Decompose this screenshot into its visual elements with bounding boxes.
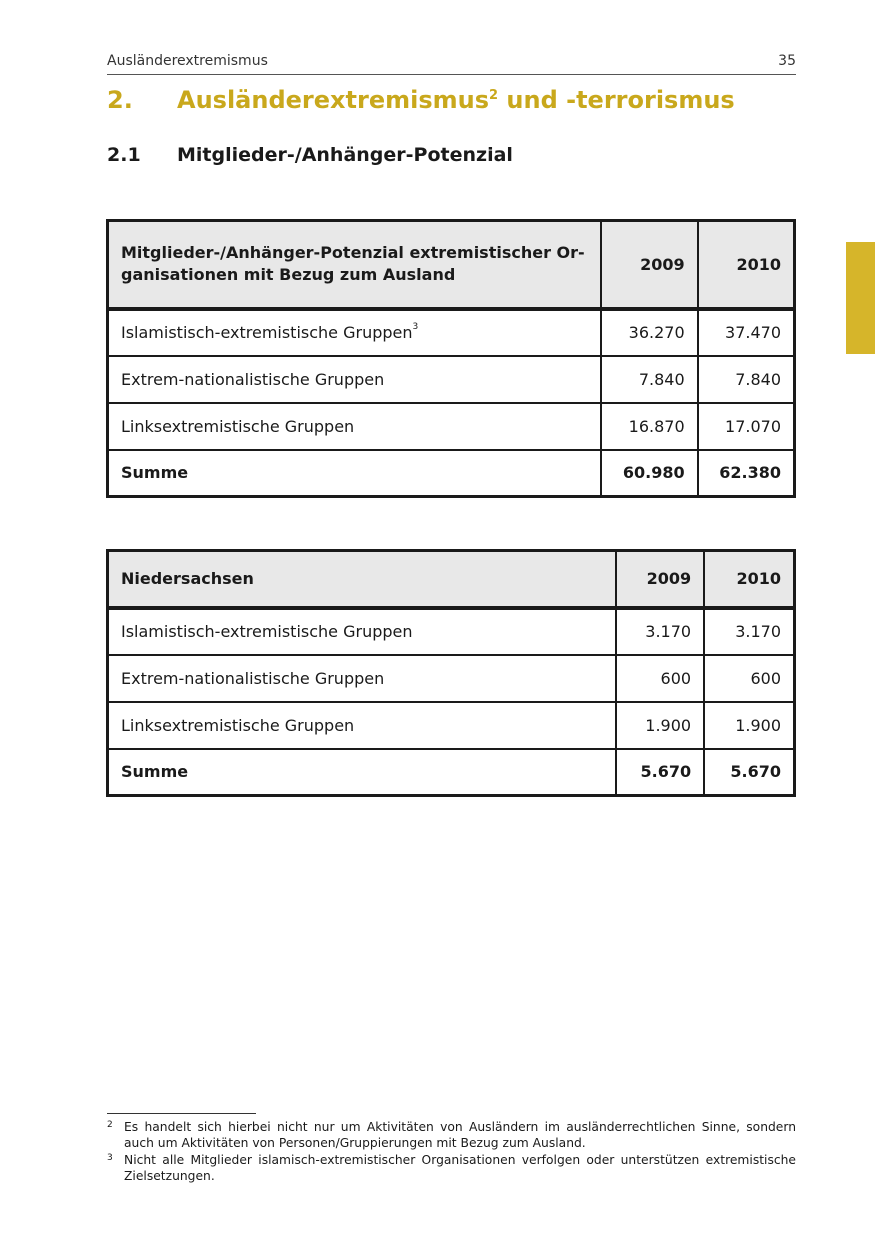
- year-header: 2010: [704, 551, 794, 608]
- row-label: Extrem-nationalistische Gruppen: [108, 655, 616, 702]
- footnote-mark: 2: [107, 1120, 113, 1130]
- row-label: Linksextremistische Gruppen: [108, 702, 616, 749]
- table-row: [108, 309, 795, 356]
- value-2009: 1.900: [616, 702, 704, 749]
- footnote-ref-3: 3: [412, 322, 419, 332]
- sum-2009: 5.670: [616, 749, 704, 796]
- table-row: [108, 608, 795, 655]
- potential-table-total: [106, 219, 796, 498]
- year-header: 2010: [698, 221, 795, 309]
- row-label: Extrem-nationalistische Gruppen: [108, 356, 602, 403]
- potential-table-niedersachsen: [106, 549, 796, 797]
- footnote-text: Nicht alle Mitglieder islamisch-extremistischer Organisationen verfolgen oder unterstützen extremistische Zielsetzungen.: [124, 1153, 796, 1183]
- table-header-row: [108, 221, 795, 309]
- chapter-title: [177, 86, 735, 114]
- table-row: [108, 356, 795, 403]
- footnote-mark: 3: [107, 1153, 113, 1163]
- chapter-number: 2.: [107, 86, 133, 114]
- value-2010: 37.470: [698, 309, 795, 356]
- year-header: 2009: [601, 221, 697, 309]
- chapter-title-main: Ausländerextremismus: [177, 86, 489, 114]
- chapter-title-rest: und -terrorismus: [498, 86, 735, 114]
- table-row: [108, 702, 795, 749]
- table-row: [108, 655, 795, 702]
- running-head: [107, 52, 796, 75]
- table-header-row: [108, 551, 795, 608]
- chapter-side-tab: [846, 242, 875, 354]
- row-label: Islamistisch-extremistische Gruppen$^3$: [108, 309, 602, 356]
- footnote-text: Es handelt sich hierbei nicht nur um Aktivitäten von Ausländern im ausländerrechtlichen Sinne, sondern auch um Aktivitäten von Personen/Gruppierungen mit Bezug zum Ausland.: [124, 1120, 796, 1150]
- sum-row: [108, 450, 795, 497]
- table-header-label: Mitglieder-/Anhänger-Potenzial extremistischer Or- ganisationen mit Bezug zum Ausland: [108, 221, 602, 309]
- value-2010: 3.170: [704, 608, 794, 655]
- sum-2010: 62.380: [698, 450, 795, 497]
- sum-label: Summe: [108, 450, 602, 497]
- sum-label: Summe: [108, 749, 616, 796]
- table-row: [108, 403, 795, 450]
- value-2009: 36.270: [601, 309, 697, 356]
- value-2010: 1.900: [704, 702, 794, 749]
- value-2010: 7.840: [698, 356, 795, 403]
- value-2009: 16.870: [601, 403, 697, 450]
- sum-2009: 60.980: [601, 450, 697, 497]
- row-label: Linksextremistische Gruppen: [108, 403, 602, 450]
- row-label: Islamistisch-extremistische Gruppen: [108, 608, 616, 655]
- sum-2010: 5.670: [704, 749, 794, 796]
- year-header: 2009: [616, 551, 704, 608]
- page-number: 35: [778, 53, 796, 69]
- value-2009: 600: [616, 655, 704, 702]
- section-title: Mitglieder-/Anhänger-Potenzial: [177, 144, 513, 166]
- running-head-title: Ausländerextremismus: [107, 53, 268, 69]
- table-header-label: Niedersachsen: [108, 551, 616, 608]
- value-2010: 17.070: [698, 403, 795, 450]
- footnote-rule: [107, 1113, 256, 1114]
- value-2009: 7.840: [601, 356, 697, 403]
- value-2009: 3.170: [616, 608, 704, 655]
- value-2010: 600: [704, 655, 794, 702]
- sum-row: [108, 749, 795, 796]
- section-number: 2.1: [107, 144, 141, 166]
- footnote-ref-2: 2: [489, 88, 499, 103]
